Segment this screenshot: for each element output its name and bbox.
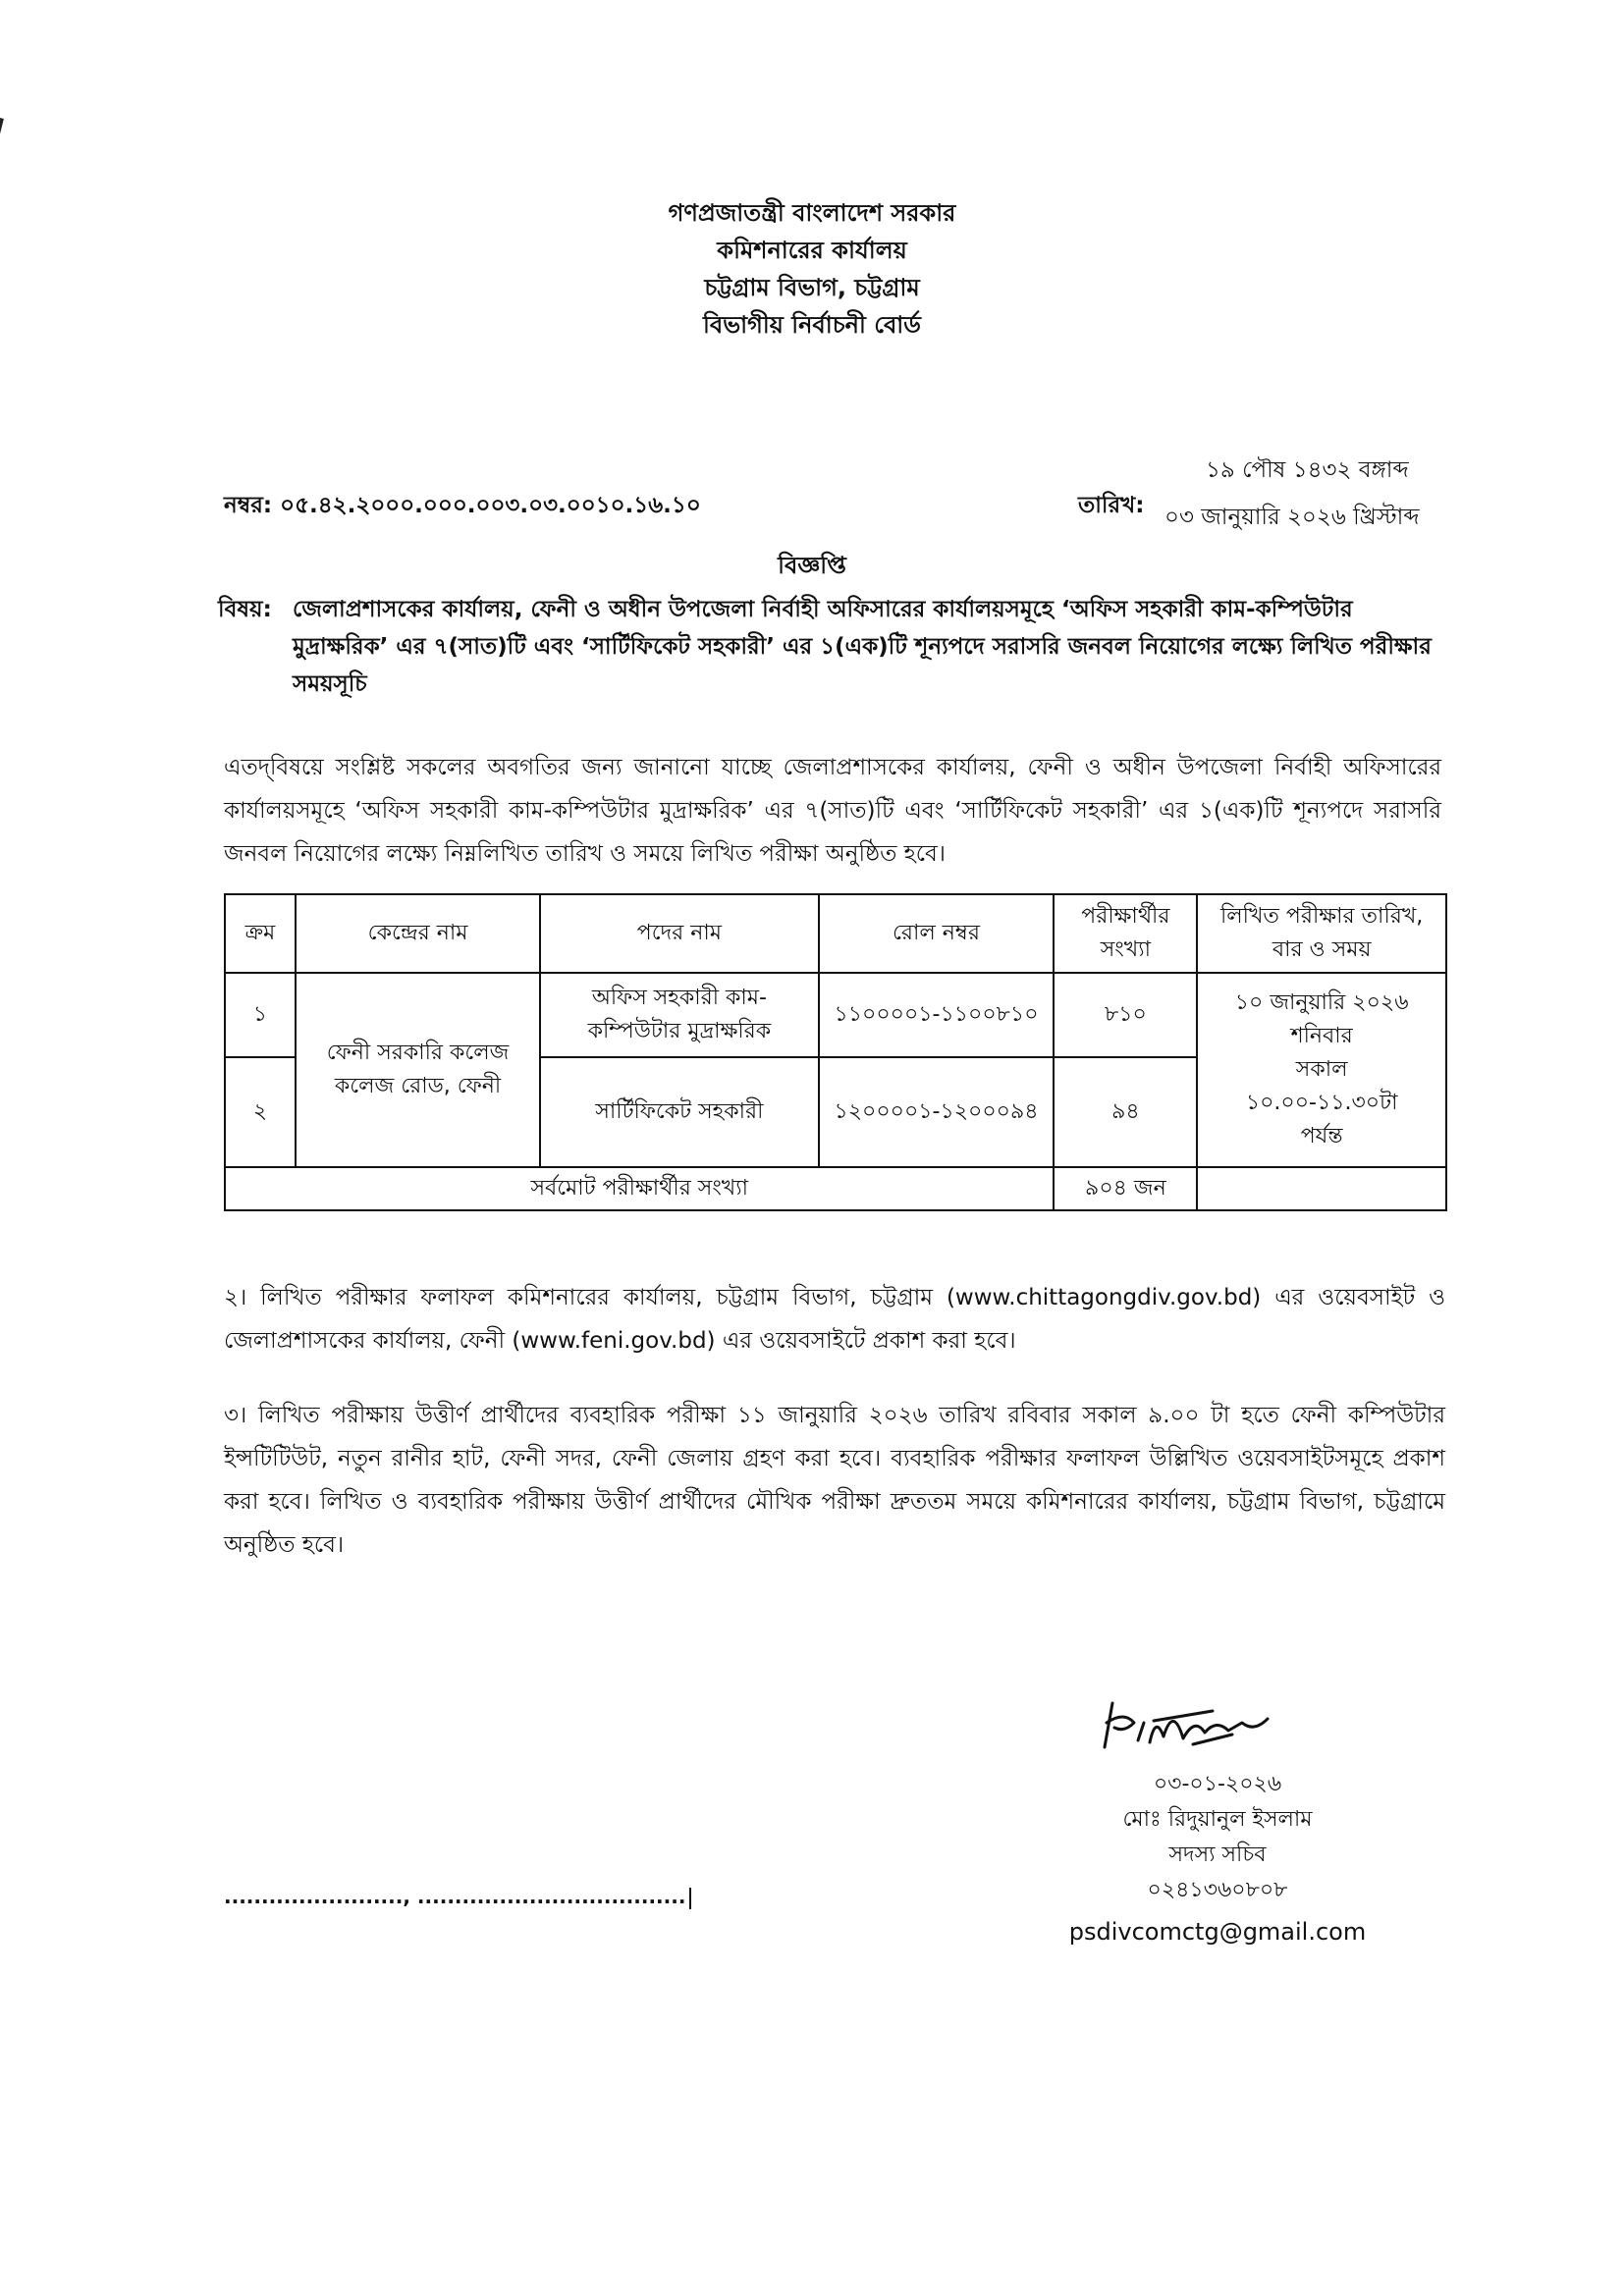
header-count: পরীক্ষার্থীর সংখ্যা xyxy=(1054,894,1197,973)
date-label: তারিখ: xyxy=(1078,493,1145,518)
paragraph-3: ৩। লিখিত পরীক্ষায় উত্তীর্ণ প্রার্থীদের ব্যবহারিক পরীক্ষা ১১ জানুয়ারি ২০২৬ তারিখ রবিবার সকাল ৯.০০ টা হতে ফেনী কম্পিউটার ইন্সটিটিউট, নতুন রানীর হাট, ফেনী সদর, ফেনী জেলায় গ্রহণ করা হবে। ব্যবহারিক পরীক্ষার ফলাফল উল্লিখিত ওয়েবসাইটসমূহে প্রকাশ করা হবে। লিখিত ও ব্যবহারিক পরীক্ষায় উত্তীর্ণ প্রার্থীদের মৌখিক পরীক্ষা দ্রুততম সময়ে কমিশনারের কার্যালয়, চট্টগ্রাম বিভাগ, চট্টগ্রামে অনুষ্ঠিত হবে। xyxy=(224,1403,1445,1558)
row1-roll: ১১০০০০১-১১০০৮১০ xyxy=(819,973,1055,1057)
total-label: সর্বমোট পরীক্ষার্থীর সংখ্যা xyxy=(225,1167,1054,1210)
signatory-designation: সদস্য সচিব xyxy=(1168,1842,1267,1867)
schedule-session: সকাল xyxy=(1295,1057,1348,1082)
paragraph-2: ২। লিখিত পরীক্ষার ফলাফল কমিশনারের কার্যালয়, চট্টগ্রাম বিভাগ, চট্টগ্রাম (www.chittagongdiv.gov.bd) এর ওয়েবসাইট ও জেলাপ্রশাসকের কার্যালয়, ফেনী (www.feni.gov.bd) এর ওয়েবসাইটে প্রকাশ করা হবে। xyxy=(224,1285,1445,1354)
row2-roll: ১২০০০০১-১২০০০৯৪ xyxy=(819,1057,1055,1167)
office-header xyxy=(0,194,1624,344)
header-post: পদের নাম xyxy=(540,894,818,973)
signature-scribble xyxy=(1095,1693,1291,1762)
schedule-day: শনিবার xyxy=(1290,1024,1353,1048)
signature-date: ০৩-০১-২০২৬ xyxy=(1153,1772,1282,1796)
row1-post: অফিস সহকারী কাম-কম্পিউটার মুদ্রাক্ষরিক xyxy=(540,973,818,1057)
footer-dotted-line xyxy=(224,1885,754,1909)
row1-count: ৮১০ xyxy=(1054,973,1197,1057)
center-name: ফেনী সরকারি কলেজ xyxy=(326,1041,510,1065)
header-schedule: লিখিত পরীক্ষার তারিখ, বার ও সময় xyxy=(1197,894,1446,973)
footer-dots-2: .................................... xyxy=(416,1885,686,1908)
subject-text: জেলাপ্রশাসকের কার্যালয়, ফেনী ও অধীন উপজেলা নির্বাহী অফিসারের কার্যালয়সমূহে ‘অফিস সহকারী কাম-কম্পিউটার মুদ্রাক্ষরিক’ এর ৭(সাত)টি এবং ‘সার্টিফিকেট সহকারী’ এর ১(এক)টি শূন্যপদে সরাসরি জনবল নিয়োগের লক্ষ্যে লিখিত পরীক্ষার সময়সূচি xyxy=(293,597,1432,697)
center-address: কলেজ রোড, ফেনী xyxy=(334,1074,502,1098)
row2-count: ৯৪ xyxy=(1054,1057,1197,1167)
table-total-row xyxy=(225,1167,1446,1210)
intro-paragraph: এতদ্‌বিষয়ে সংশ্লিষ্ট সকলের অবগতির জন্য জানানো যাচ্ছে জেলাপ্রশাসকের কার্যালয়, ফেনী ও অধীন উপজেলা নির্বাহী অফিসারের কার্যালয়সমূহে ‘অফিস সহকারী কাম-কম্পিউটার মুদ্রাক্ষরিক’ এর ৭(সাত)টি এবং ‘সার্টিফিকেট সহকারী’ এর ১(এক)টি শূন্যপদে সরাসরি জনবল নিয়োগের লক্ষ্যে নিম্নলিখিত তারিখ ও সময়ে লিখিত পরীক্ষা অনুষ্ঠিত হবে। xyxy=(224,755,1441,867)
header-line-division: চট্টগ্রাম বিভাগ, চট্টগ্রাম xyxy=(704,274,920,301)
signature-block xyxy=(1021,1767,1414,1949)
scan-edge-mark xyxy=(0,118,4,204)
schedule-date: ১০ জানুয়ারি ২০২৬ xyxy=(1234,990,1409,1015)
memo-number: নম্বর: ০৫.৪২.২০০০.০০০.০০৩.০৩.০০১০.১৬.১০ xyxy=(224,493,701,518)
table-row xyxy=(225,973,1446,1057)
header-serial: ক্রম xyxy=(225,894,296,973)
schedule-until: পর্যন্ত xyxy=(1300,1124,1343,1148)
footer-bar xyxy=(689,1888,691,1909)
subject-label: বিষয়: xyxy=(218,597,272,622)
header-roll: রোল নম্বর xyxy=(819,894,1055,973)
signatory-name: মোঃ রিদুয়ানুল ইসলাম xyxy=(1122,1807,1313,1832)
schedule-cell xyxy=(1197,973,1446,1167)
signatory-email: psdivcomctg@gmail.com xyxy=(1068,1918,1367,1946)
header-center: কেন্দ্রের নাম xyxy=(296,894,540,973)
header-line-government: গণপ্রজাতন্ত্রী বাংলাদেশ সরকার xyxy=(668,199,956,227)
header-line-office: কমিশনারের কার্যালয় xyxy=(717,237,907,264)
table-header-row xyxy=(225,894,1446,973)
total-empty-cell xyxy=(1197,1167,1446,1210)
center-cell xyxy=(296,973,540,1167)
notice-title: বিজ্ঞপ্তি xyxy=(778,552,846,579)
footer-dots-1: ........................, xyxy=(224,1885,410,1908)
exam-schedule-table xyxy=(224,893,1447,1211)
row2-serial: ২ xyxy=(225,1057,296,1167)
signatory-phone: ০২৪১৩৬০৮০৮ xyxy=(1147,1878,1288,1902)
date-bangla: ১৯ পৌষ ১৪৩২ বঙ্গাব্দ xyxy=(1206,457,1409,483)
total-value: ৯০৪ জন xyxy=(1054,1167,1197,1210)
schedule-time: ১০.০০-১১.৩০টা xyxy=(1245,1091,1398,1115)
row2-post: সার্টিফিকেট সহকারী xyxy=(540,1057,818,1167)
header-line-board: বিভাগীয় নির্বাচনী বোর্ড xyxy=(703,311,921,339)
row1-serial: ১ xyxy=(225,973,296,1057)
date-english: ০৩ জানুয়ারি ২০২৬ খ্রিস্টাব্দ xyxy=(1164,505,1420,530)
date-block xyxy=(1078,452,1451,540)
